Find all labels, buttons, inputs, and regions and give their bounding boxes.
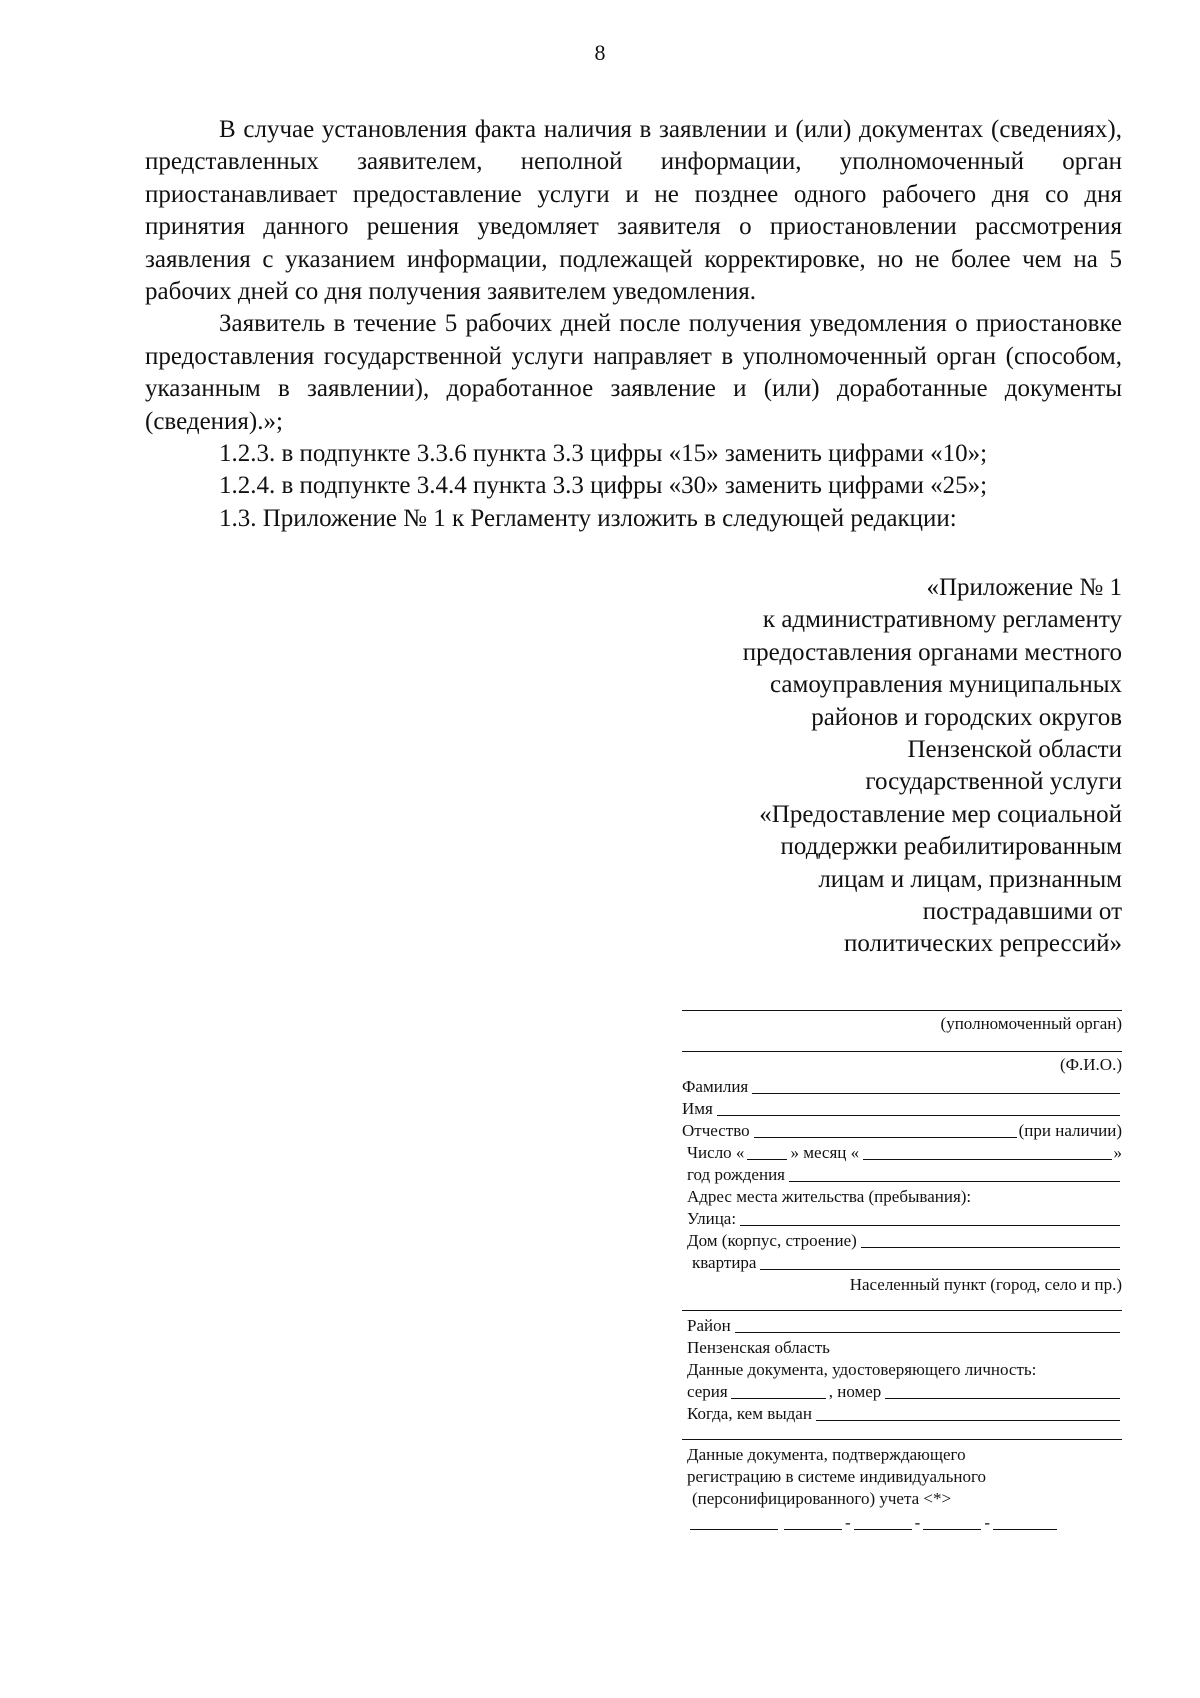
house-label: Дом (корпус, строение) <box>687 1231 857 1250</box>
birth-date-row <box>682 1142 1122 1164</box>
day-label: Число « <box>687 1143 745 1162</box>
apartment-row <box>682 1252 1122 1274</box>
district-row <box>682 1315 1122 1337</box>
address-label: Адрес места жительства (пребывания): <box>687 1187 972 1206</box>
patronymic-label: Отчество <box>682 1121 750 1140</box>
annex-line: «Предоставление мер социальной <box>759 800 1122 828</box>
paragraph-1-2-4: 1.2.4. в подпункте 3.4.4 пункта 3.3 цифры «30» заменить цифрами «25»; <box>219 472 988 500</box>
registration-label-2: регистрацию в системе индивидуального <box>687 1467 987 1486</box>
series-label: серия <box>687 1382 728 1401</box>
fio-line[interactable] <box>682 1051 1122 1052</box>
registration-field-2[interactable] <box>784 1529 842 1530</box>
registration-field-5[interactable] <box>993 1529 1057 1530</box>
application-form <box>682 1010 1122 1534</box>
patronymic-row <box>682 1120 1122 1142</box>
id-document-label: Данные документа, удостоверяющего личность: <box>687 1360 1037 1379</box>
number-field[interactable] <box>885 1398 1120 1399</box>
birth-year-row <box>682 1164 1122 1186</box>
day-field[interactable] <box>747 1159 787 1160</box>
locality-caption: Населенный пункт (город, село и пр.) <box>849 1275 1122 1294</box>
authority-caption: (уполномоченный орган) <box>940 1014 1122 1033</box>
surname-field[interactable] <box>752 1093 1120 1094</box>
annex-line: «Приложение № 1 <box>926 574 1122 601</box>
district-field[interactable] <box>735 1332 1120 1333</box>
annex-line: предоставления органами местного <box>742 638 1122 666</box>
annex-line: государственной услуги <box>865 768 1122 796</box>
name-label: Имя <box>682 1099 713 1118</box>
main-text <box>145 114 1122 535</box>
month-field[interactable] <box>863 1159 1111 1160</box>
fio-caption: (Ф.И.О.) <box>1059 1055 1122 1074</box>
patronymic-field[interactable] <box>754 1137 1017 1138</box>
issued-field[interactable] <box>816 1420 1120 1421</box>
name-row <box>682 1098 1122 1120</box>
locality-line[interactable] <box>682 1310 1122 1311</box>
dash: - <box>984 1513 991 1532</box>
birth-year-label: год рождения <box>687 1165 785 1184</box>
series-field[interactable] <box>731 1398 826 1399</box>
snils-row <box>682 1512 1122 1534</box>
annex-line: Пензенской области <box>907 736 1122 764</box>
region-label: Пензенская область <box>687 1338 830 1357</box>
month-label: » месяц « <box>790 1143 860 1162</box>
surname-label: Фамилия <box>682 1077 749 1096</box>
paragraph-1-2-3: 1.2.3. в подпункте 3.3.6 пункта 3.3 цифры «15» заменить цифрами «10»; <box>219 440 988 468</box>
authority-line[interactable] <box>682 1010 1122 1011</box>
issued-row <box>682 1403 1122 1425</box>
street-label: Улица: <box>687 1209 737 1228</box>
annex-line: пострадавшими от <box>922 898 1122 926</box>
registration-field-4[interactable] <box>923 1529 981 1530</box>
apartment-field[interactable] <box>760 1269 1120 1270</box>
if-any-label: (при наличии) <box>1018 1121 1122 1140</box>
house-field[interactable] <box>861 1247 1120 1248</box>
paragraph-suspension: В случае установления факта наличия в заявлении и (или) документах (сведениях), представленных заявителем, неполной информации, уполномоченный орган приостанавливает предоставление услуги и не позднее одного рабочего дня со дня принятия данного решения уведомляет заявителя о приостановлении рассмотрения заявления с указанием информации, подлежащей корректировке, но не более чем на 5 рабочих дней со дня получения заявителем уведомления. <box>145 116 1122 306</box>
street-row <box>682 1208 1122 1230</box>
name-field[interactable] <box>717 1115 1120 1116</box>
month-close-quote: » <box>1113 1143 1122 1162</box>
registration-label-3: (персонифицированного) учета <*> <box>692 1489 952 1508</box>
registration-label-1: Данные документа, подтверждающего <box>687 1445 966 1464</box>
district-label: Район <box>687 1316 731 1335</box>
dash: - <box>845 1513 851 1532</box>
series-number-row <box>682 1381 1122 1403</box>
registration-field-1[interactable] <box>690 1529 778 1530</box>
number-label: , номер <box>828 1382 882 1401</box>
annex-line: самоуправления муниципальных <box>770 671 1122 699</box>
page-number: 8 <box>594 40 606 65</box>
annex-line: к административному регламенту <box>762 606 1122 634</box>
annex-line: политических репрессий» <box>843 930 1122 958</box>
annex-header <box>642 572 1122 961</box>
issued-extra-line[interactable] <box>682 1439 1122 1440</box>
street-field[interactable] <box>740 1225 1120 1226</box>
paragraph-1-3: 1.3. Приложение № 1 к Регламенту изложить в следующей редакции: <box>219 504 957 532</box>
registration-field-3[interactable] <box>854 1529 912 1530</box>
paragraph-applicant: Заявитель в течение 5 рабочих дней после получения уведомления о приостановке предоставления государственной услуги направляет в уполномоченный орган (способом, указанным в заявлении), доработанное заявление и (или) доработанные документы (сведения).»; <box>145 310 1122 435</box>
birth-year-field[interactable] <box>789 1181 1120 1182</box>
surname-row <box>682 1076 1122 1098</box>
annex-line: поддержки реабилитированным <box>780 833 1122 861</box>
apartment-label: квартира <box>692 1253 757 1272</box>
annex-line: лицам и лицам, признанным <box>818 865 1122 893</box>
house-row <box>682 1230 1122 1252</box>
issued-label: Когда, кем выдан <box>687 1404 812 1423</box>
annex-line: районов и городских округов <box>811 703 1122 731</box>
dash: - <box>914 1513 921 1532</box>
